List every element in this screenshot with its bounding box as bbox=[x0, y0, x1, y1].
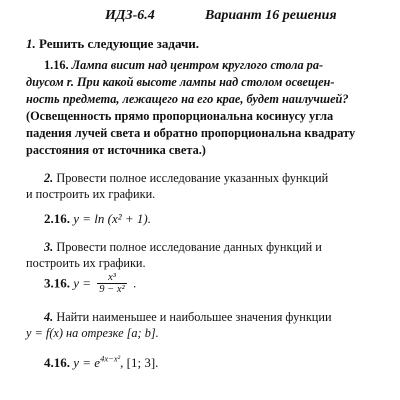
task4-number: 4. bbox=[44, 310, 54, 324]
problem-3-16-fraction bbox=[97, 272, 126, 295]
problem-3-16 bbox=[44, 272, 136, 295]
problem-4-16-exponent: 4x−x² bbox=[100, 353, 121, 364]
problem-4-16-number: 4.16. bbox=[44, 355, 70, 370]
problem-1-16-line1: 1.16. Лампа висит над центром круглого стола ра- bbox=[44, 58, 324, 72]
task4-line1: 4. Найти наименьшее и наибольшее значения функции bbox=[44, 310, 332, 324]
problem-3-16-number: 3.16. bbox=[44, 275, 70, 291]
problem-1-16-line3: ность предмета, лежащего на его крае, будет наилучшей? bbox=[26, 92, 349, 106]
problem-1-16-line6: расстояния от источника света.) bbox=[26, 143, 206, 157]
task1-number: 1. bbox=[26, 36, 36, 51]
fraction-denominator: 9 − x² bbox=[99, 284, 125, 295]
task3-line1: 3. Провести полное исследование данных функций и bbox=[44, 240, 322, 254]
problem-1-16-line5: падения лучей света и обратно пропорциональна квадрату bbox=[26, 126, 356, 140]
problem-4-16 bbox=[44, 355, 158, 371]
problem-4-16-lhs: y = e bbox=[73, 355, 101, 370]
idz-title: ИДЗ-6.4 bbox=[105, 8, 155, 23]
problem-2-16-number: 2.16. bbox=[44, 211, 70, 226]
task1-heading-text: Решить следующие задачи. bbox=[39, 36, 200, 51]
fraction-numerator: x³ bbox=[97, 272, 126, 284]
problem-1-16-line2: диусом r. При какой высоте лампы над столом освещен- bbox=[26, 75, 335, 89]
task1-heading bbox=[26, 36, 199, 52]
task2-number: 2. bbox=[44, 171, 54, 185]
task3-number: 3. bbox=[44, 240, 54, 254]
problem-2-16-formula: y = ln (x² + 1). bbox=[73, 211, 152, 226]
task3-line2: построить их графики. bbox=[26, 256, 146, 270]
problem-1-16-line4: (Освещенность прямо пропорциональна косинусу угла bbox=[26, 109, 334, 123]
task2-line2: и построить их графики. bbox=[26, 187, 156, 201]
problem-3-16-lhs: y = bbox=[73, 275, 92, 291]
task2-line1: 2. Провести полное исследование указанных функций bbox=[44, 171, 329, 185]
problem-2-16 bbox=[44, 211, 151, 227]
problem-4-16-rhs: , [1; 3]. bbox=[120, 355, 159, 370]
problem-3-16-end: . bbox=[132, 275, 137, 291]
variant-title: Вариант 16 решения bbox=[205, 8, 337, 23]
task4-line2: y = f(x) на отрезке [a; b]. bbox=[26, 326, 159, 340]
problem-1-16-number: 1.16. bbox=[44, 58, 69, 72]
